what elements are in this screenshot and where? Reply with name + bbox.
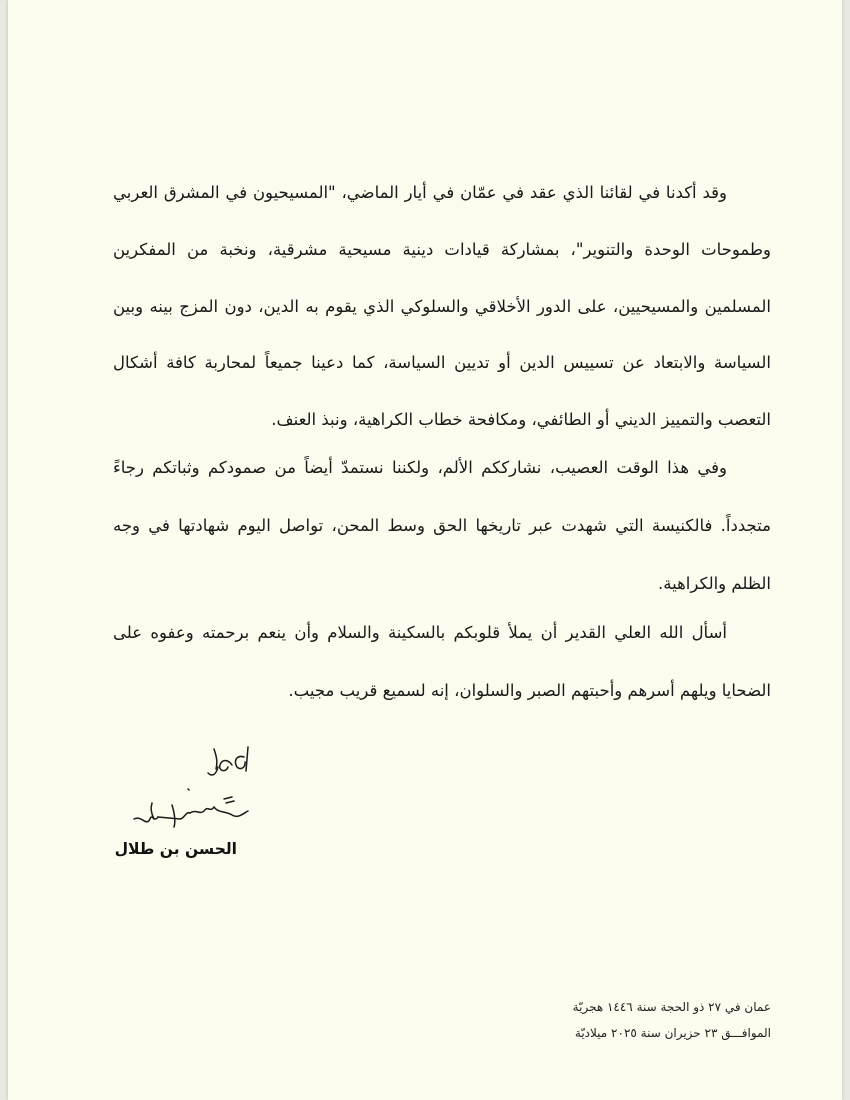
- signatory-name: الحسن بن طلال: [114, 840, 237, 858]
- paragraph-text: وفي هذا الوقت العصيب، نشارككم الألم، ولكننا نستمدّ أيضاً من صمودكم وثباتكم رجاءً متجدداً. فالكنيسة التي شهدت عبر تاريخها الحق وسط المحن، تواصل اليوم شهادتها في وجه الظلم والكراهية.: [113, 458, 771, 593]
- hijri-date: عمان في ٢٧ ذو الحجة سنة ١٤٤٦ هجريّة: [572, 1000, 771, 1014]
- paragraph-text: أسأل الله العلي القدير أن يملأ قلوبكم بالسكينة والسلام وأن ينعم برحمته وعفوه على الضحايا ويلهم أسرهم وأحبتهم الصبر والسلوان، إنه لسميع قريب مجيب.: [113, 623, 771, 700]
- handwritten-signature: [128, 735, 258, 835]
- letter-body-paragraph-1: [113, 165, 771, 449]
- letter-page: [8, 0, 842, 1100]
- gregorian-date: الموافـــق ٢٣ حزيران سنة ٢٠٢٥ ميلاديّة: [574, 1026, 771, 1040]
- letter-body-paragraph-2: [113, 439, 771, 613]
- letter-body-paragraph-3: [113, 604, 771, 720]
- paragraph-text: وقد أكدنا في لقائنا الذي عقد في عمّان في أيار الماضي، "المسيحيون في المشرق العربي وطموحات الوحدة والتنوير"، بمشاركة قيادات دينية مسيحية مشرقية، ونخبة من المفكرين المسلمين والمسيحيين، على الدور الأخلاقي والسلوكي الذي يقوم به الدين، دون المزج بينه وبين السياسة والابتعاد عن تسييس الدين أو تديين السياسة، كما دعينا جميعاً لمحاربة كافة أشكال التعصب والتمييز الديني أو الطائفي، ومكافحة خطاب الكراهية، ونبذ العنف.: [113, 183, 771, 430]
